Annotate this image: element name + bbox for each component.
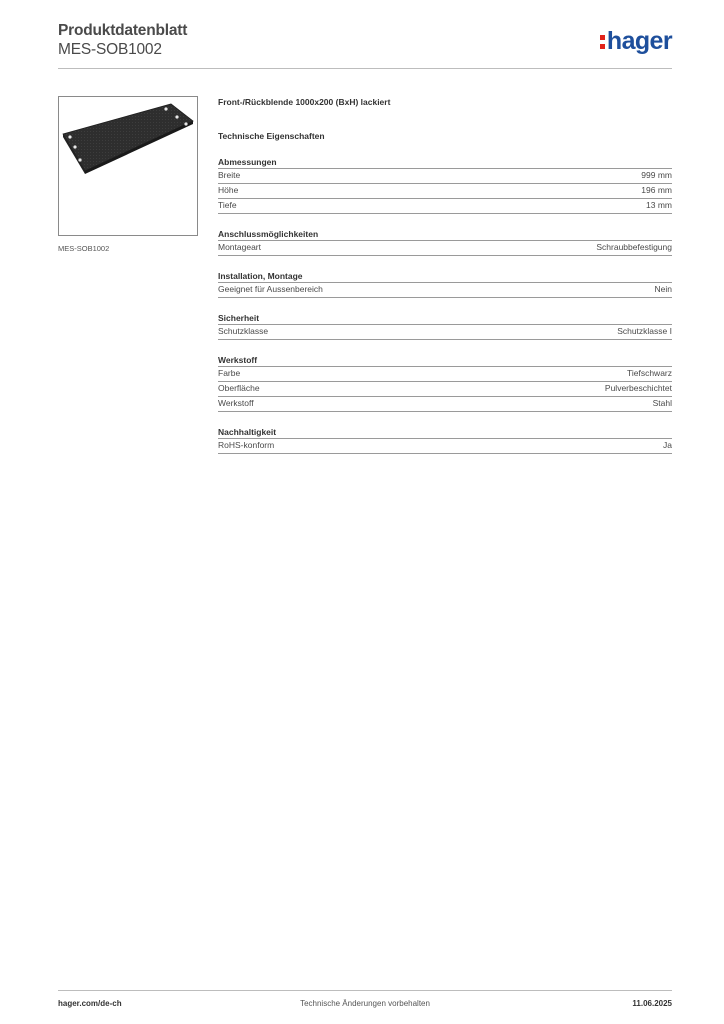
footer-notice: Technische Änderungen vorbehalten: [300, 999, 430, 1008]
group-title: Sicherheit: [218, 312, 672, 325]
image-caption: MES-SOB1002: [58, 244, 110, 253]
property-value: Nein: [654, 284, 672, 294]
group-title: Anschlussmöglichkeiten: [218, 228, 672, 241]
property-row: [218, 397, 672, 412]
property-label: Oberfläche: [218, 383, 260, 393]
product-description: Front-/Rückblende 1000x200 (BxH) lackiert: [218, 97, 391, 107]
product-details: [218, 96, 672, 454]
property-row: [218, 382, 672, 397]
property-label: Farbe: [218, 368, 241, 378]
property-row: [218, 367, 672, 382]
logo-text: hager: [606, 27, 672, 55]
property-row: [218, 439, 672, 454]
property-value: Stahl: [652, 398, 672, 408]
property-label: Breite: [218, 170, 241, 180]
group-title: Abmessungen: [218, 156, 672, 169]
property-label: Werkstoff: [218, 398, 254, 408]
footer-divider: [58, 990, 672, 991]
property-row: [218, 241, 672, 256]
property-value: Ja: [663, 440, 672, 450]
page-header: [58, 22, 672, 59]
footer-website-link[interactable]: hager.com/de-ch: [58, 999, 122, 1008]
property-label: Höhe: [218, 185, 239, 195]
property-value: Schutzklasse I: [617, 326, 672, 336]
product-image: [58, 96, 198, 236]
property-label: Tiefe: [218, 200, 237, 210]
property-row: [218, 169, 672, 184]
property-label: Montageart: [218, 242, 261, 252]
group-anschlussmoeglichkeiten: [218, 228, 672, 256]
logo-dots-icon: [600, 32, 605, 50]
property-row: [218, 325, 672, 340]
group-title: Nachhaltigkeit: [218, 426, 672, 439]
property-value: 999 mm: [641, 170, 672, 180]
property-value: Schraubbefestigung: [596, 242, 672, 252]
section-title: Technische Eigenschaften: [218, 131, 325, 141]
panel-illustration-icon: [59, 97, 197, 235]
group-nachhaltigkeit: [218, 426, 672, 454]
group-installation-montage: [218, 270, 672, 298]
property-label: Geeignet für Aussenbereich: [218, 284, 323, 294]
header-divider: [58, 68, 672, 69]
property-row: [218, 283, 672, 298]
group-abmessungen: [218, 156, 672, 214]
footer-date: 11.06.2025: [632, 999, 672, 1008]
group-title: Installation, Montage: [218, 270, 672, 283]
property-value: 196 mm: [641, 185, 672, 195]
property-label: RoHS-konform: [218, 440, 275, 450]
group-werkstoff: [218, 354, 672, 412]
property-value: Pulverbeschichtet: [604, 383, 672, 393]
property-label: Schutzklasse: [218, 326, 269, 336]
property-row: [218, 199, 672, 214]
property-row: [218, 184, 672, 199]
property-value: 13 mm: [646, 200, 672, 210]
group-title: Werkstoff: [218, 354, 672, 367]
product-code: MES-SOB1002: [58, 41, 162, 58]
property-value: Tiefschwarz: [626, 368, 672, 378]
document-title: Produktdatenblatt: [58, 22, 188, 39]
group-sicherheit: [218, 312, 672, 340]
hager-logo: [600, 28, 672, 54]
